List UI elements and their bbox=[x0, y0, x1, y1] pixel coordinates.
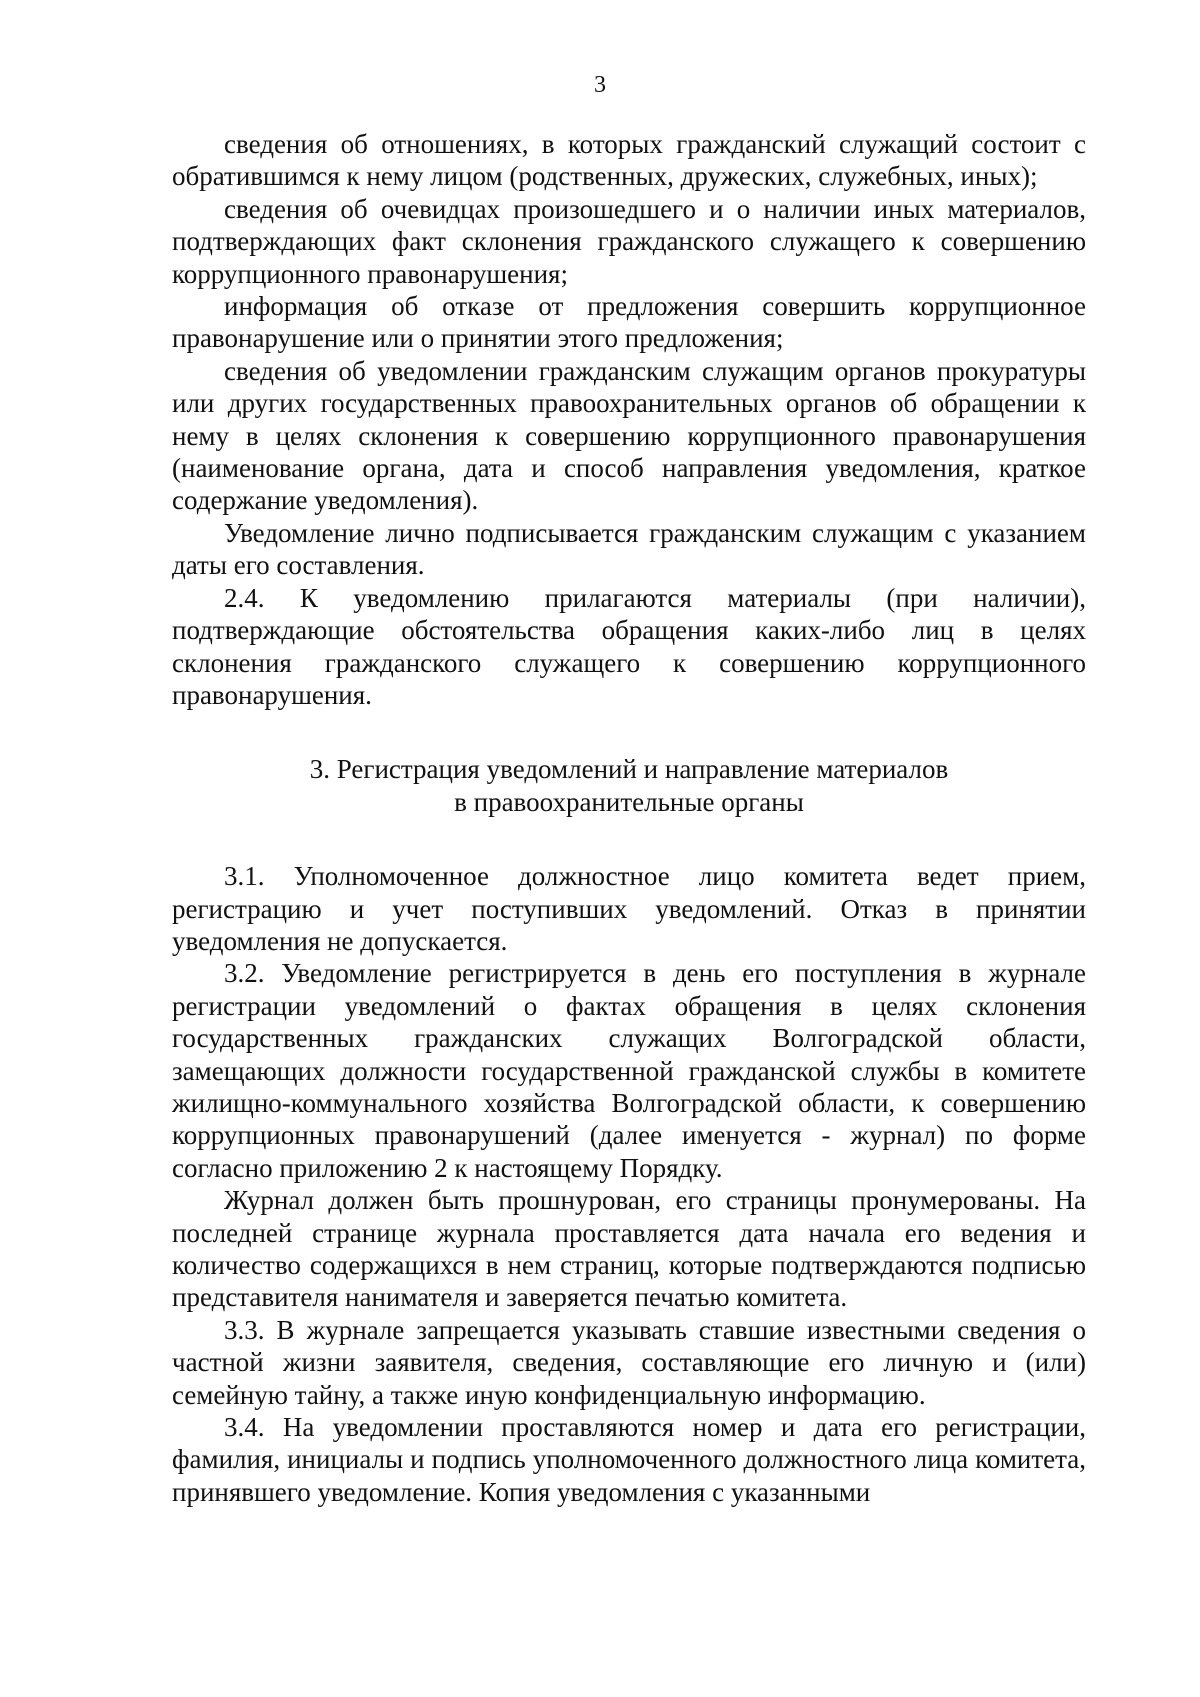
page-number: 3 bbox=[594, 72, 606, 98]
paragraph-3-3: 3.3. В журнале запрещается указывать ставшие известными сведения о частной жизни заявителя, сведения, составляющие его личную и (или) семейную тайну, а также иную конфиденциальную информацию. bbox=[172, 1314, 1086, 1410]
paragraph-2-4: 2.4. К уведомлению прилагаются материалы (при наличии), подтверждающие обстоятельства обращения каких-либо лиц в целях склонения гражданского служащего к совершению коррупционного правонарушения. bbox=[172, 582, 1086, 710]
paragraph-signature: Уведомление лично подписывается гражданским служащим с указанием даты его составления. bbox=[172, 517, 1086, 581]
section-3-heading: 3. Регистрация уведомлений и направление материалов в правоохранительные органы bbox=[309, 754, 949, 817]
paragraph-3-1: 3.1. Уполномоченное должностное лицо комитета ведет прием, регистрацию и учет поступивших уведомлений. Отказ в принятии уведомления не допускается. bbox=[172, 861, 1086, 956]
paragraph-prosecution-notice-info: сведения об уведомлении гражданским служащим органов прокуратуры или других государственных правоохранительных органов об обращении к нему в целях склонения к совершению коррупционного правонарушения (наименование органа, дата и способ направления уведомления, краткое содержание уведомления). bbox=[172, 355, 1086, 516]
paragraph-refusal-info: информация об отказе от предложения совершить коррупционное правонарушение или о принятии этого предложения; bbox=[172, 291, 1086, 354]
paragraph-relations-info: сведения об отношениях, в которых гражданский служащий состоит с обратившимся к нему лицом (родственных, дружеских, служебных, иных); bbox=[172, 129, 1086, 192]
paragraph-3-4: 3.4. На уведомлении проставляются номер и дата его регистрации, фамилия, инициалы и подпись уполномоченного должностного лица комитета, принявшего уведомление. Копия уведомления с указанными bbox=[172, 1412, 1086, 1507]
paragraph-witnesses-info: сведения об очевидцах произошедшего и о наличии иных материалов, подтверждающих факт склонения гражданского служащего к совершению коррупционного правонарушения; bbox=[172, 193, 1086, 289]
document-body bbox=[172, 128, 1086, 1508]
paragraph-journal-binding: Журнал должен быть прошнурован, его страницы пронумерованы. На последней странице журнала проставляется дата начала его ведения и количество содержащихся в нем страниц, которые подтверждаются подписью представителя нанимателя и заверяется печатью комитета. bbox=[172, 1185, 1086, 1313]
paragraph-3-2: 3.2. Уведомление регистрируется в день его поступления в журнале регистрации уведомлений о фактах обращения в целях склонения государственных гражданских служащих Волгоградской области, замещающих должности государственной гражданской службы в комитете жилищно-коммунального хозяйства Волгоградской области, к совершению коррупционных правонарушений (далее именуется - журнал) по форме согласно приложению 2 к настоящему Порядку. bbox=[172, 958, 1086, 1183]
